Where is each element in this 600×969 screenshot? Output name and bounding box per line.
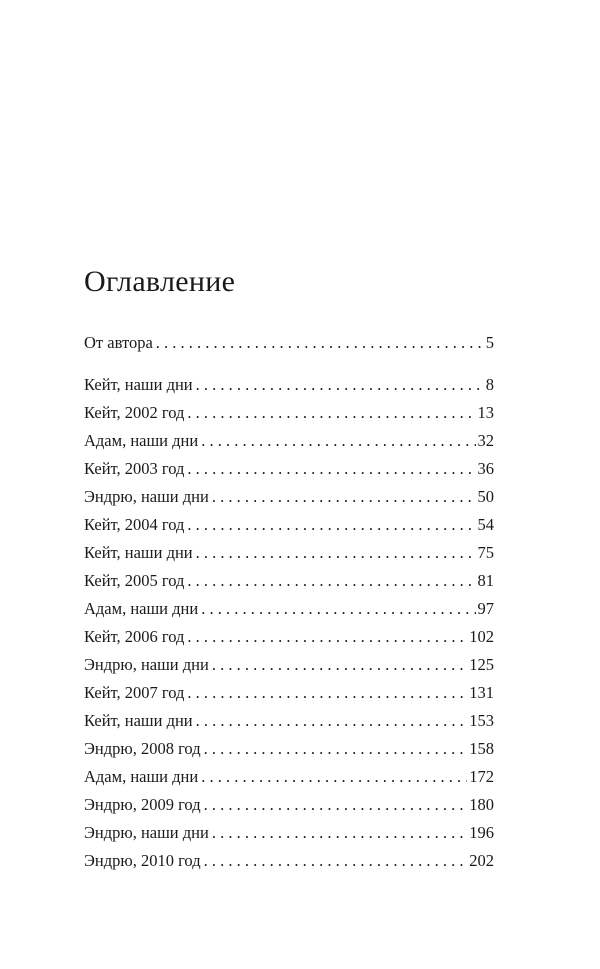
toc-dot-leader	[187, 511, 475, 539]
toc-entry-page: 50	[477, 487, 494, 506]
toc-entry[interactable]	[84, 539, 494, 567]
toc-dot-leader	[196, 539, 476, 567]
toc-entry-label: Кейт, 2003 год	[84, 459, 185, 478]
toc-entry[interactable]	[84, 651, 494, 679]
toc-entry-label: Кейт, 2007 год	[84, 683, 185, 702]
toc-dot-leader	[201, 763, 467, 791]
toc-entry[interactable]	[84, 847, 494, 875]
toc-dot-leader	[204, 847, 468, 875]
toc-dot-leader	[212, 651, 467, 679]
toc-dot-leader	[201, 595, 475, 623]
toc-entry-label: Эндрю, наши дни	[84, 823, 209, 842]
toc-entry-page: 202	[469, 851, 494, 870]
toc-entry-label: Адам, наши дни	[84, 599, 199, 618]
toc-dot-leader	[204, 735, 468, 763]
toc-dot-leader	[187, 399, 475, 427]
toc-entry[interactable]	[84, 623, 494, 651]
toc-dot-leader	[212, 819, 467, 847]
toc-entry-page: 158	[469, 739, 494, 758]
toc-entry-label: Адам, наши дни	[84, 767, 199, 786]
toc-entry[interactable]	[84, 791, 494, 819]
toc-entry-page: 81	[477, 571, 494, 590]
toc-entry-label: Кейт, наши дни	[84, 711, 193, 730]
toc-entry[interactable]	[84, 511, 494, 539]
toc-entry-page: 153	[469, 711, 494, 730]
toc-entry-page: 5	[485, 333, 494, 352]
toc-entry-page: 196	[469, 823, 494, 842]
toc-entry[interactable]	[84, 567, 494, 595]
toc-dot-leader	[196, 707, 468, 735]
toc-dot-leader	[204, 791, 468, 819]
toc-entry[interactable]	[84, 427, 494, 455]
toc-entry-label: Кейт, наши дни	[84, 375, 193, 394]
toc-entry[interactable]	[84, 455, 494, 483]
toc-dot-leader	[187, 679, 467, 707]
toc-dot-leader	[187, 567, 475, 595]
toc-entry[interactable]	[84, 329, 494, 357]
toc-entry-page: 13	[477, 403, 494, 422]
toc-entry-page: 8	[485, 375, 494, 394]
toc-entry[interactable]	[84, 819, 494, 847]
toc-dot-leader	[201, 427, 475, 455]
toc-entry-page: 54	[477, 515, 494, 534]
toc-entry-label: Эндрю, 2008 год	[84, 739, 201, 758]
toc-dot-leader	[212, 483, 476, 511]
toc-entry-page: 131	[469, 683, 494, 702]
toc-entry-label: Эндрю, 2009 год	[84, 795, 201, 814]
toc-dot-leader	[187, 455, 475, 483]
toc-dot-leader	[196, 371, 484, 399]
toc-entry-page: 180	[469, 795, 494, 814]
toc-dot-leader	[156, 329, 484, 357]
toc-entry-page: 172	[469, 767, 494, 786]
toc-entry-page: 75	[477, 543, 494, 562]
table-of-contents	[84, 329, 494, 875]
toc-entry[interactable]	[84, 707, 494, 735]
toc-entry-label: Кейт, наши дни	[84, 543, 193, 562]
toc-entry[interactable]	[84, 595, 494, 623]
toc-entry[interactable]	[84, 399, 494, 427]
toc-entry-label: Кейт, 2006 год	[84, 627, 185, 646]
toc-entry-label: Кейт, 2002 год	[84, 403, 185, 422]
page-title: Оглавление	[84, 265, 236, 298]
toc-entry[interactable]	[84, 679, 494, 707]
toc-entry-label: Эндрю, 2010 год	[84, 851, 201, 870]
toc-entry-page: 32	[477, 431, 494, 450]
toc-dot-leader	[187, 623, 467, 651]
toc-entry-label: Кейт, 2005 год	[84, 571, 185, 590]
toc-entry-page: 125	[469, 655, 494, 674]
toc-entry-page: 36	[477, 459, 494, 478]
toc-entry[interactable]	[84, 735, 494, 763]
toc-entry[interactable]	[84, 763, 494, 791]
toc-entry-page: 102	[469, 627, 494, 646]
toc-entry[interactable]	[84, 371, 494, 399]
toc-entry-label: От автора	[84, 333, 153, 352]
toc-entry-label: Адам, наши дни	[84, 431, 199, 450]
toc-entry-label: Эндрю, наши дни	[84, 655, 209, 674]
toc-entry-label: Эндрю, наши дни	[84, 487, 209, 506]
toc-entry-page: 97	[477, 599, 494, 618]
toc-entry[interactable]	[84, 483, 494, 511]
toc-entry-label: Кейт, 2004 год	[84, 515, 185, 534]
